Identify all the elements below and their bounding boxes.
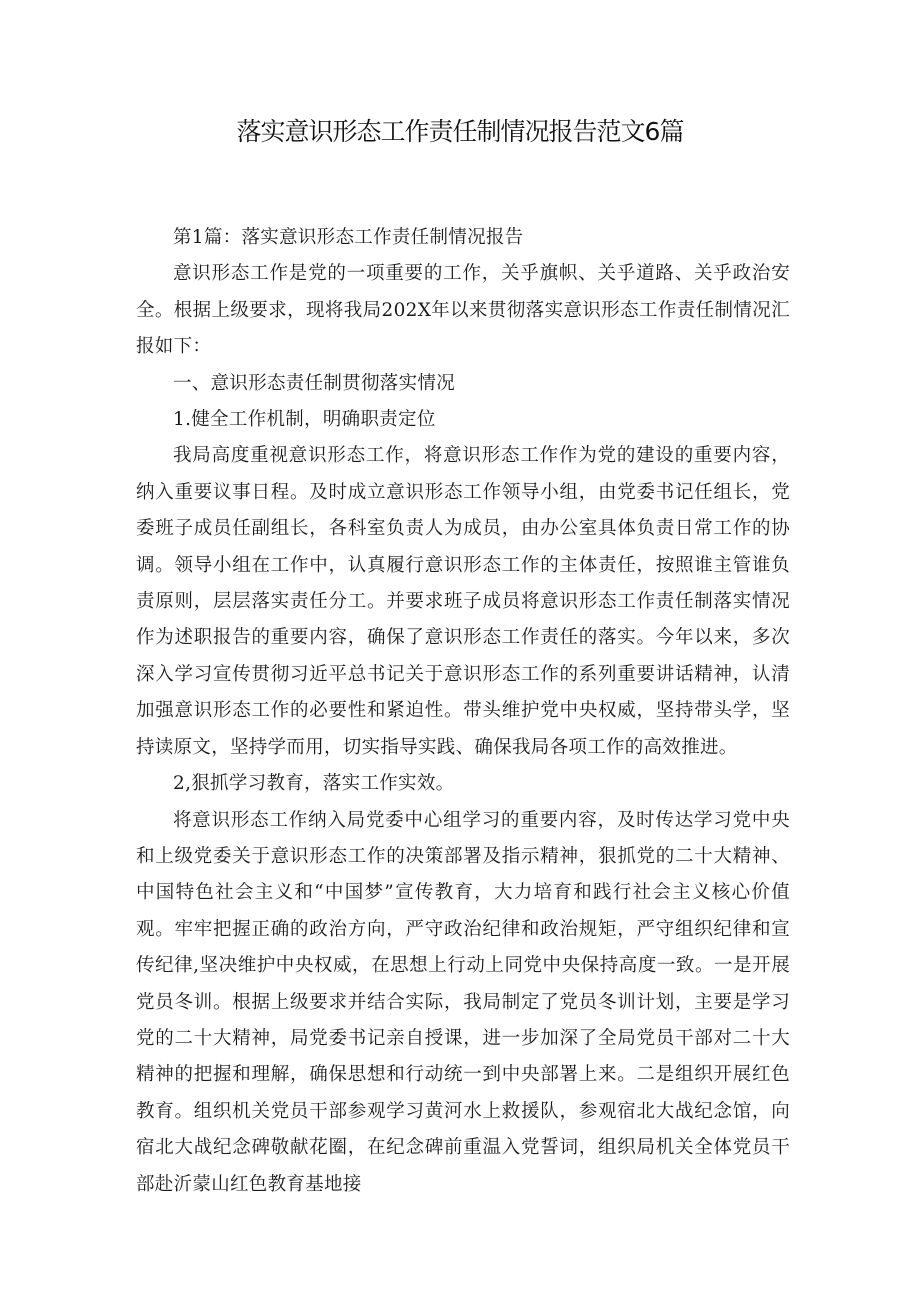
intro-paragraph: 意识形态工作是党的一项重要的工作，关乎旗帜、关乎道路、关乎政治安全。根据上级要求，现将我局202X年以来贯彻落实意识形态工作责任制情况汇报如下： <box>136 263 790 358</box>
section-heading-part-1: 一、意识形态责任制贯彻落实情况 <box>173 372 456 394</box>
document-title: 落实意识形态工作责任制情况报告范文6篇 <box>236 117 684 146</box>
document-body <box>136 220 790 1203</box>
subheading-1: 1.健全工作机制，明确职责定位 <box>173 409 436 431</box>
body-paragraph-2: 将意识形态工作纳入局党委中心组学习的重要内容，及时传达学习党中央和上级党委关于意识形态工作的决策部署及指示精神，狠抓党的二十大精神、中国特色社会主义和“中国梦”宣传教育，大力培育和践行社会主义核心价值观。牢牢把握正确的政治方向，严守政治纪律和政治规矩，严守组织纪律和宣传纪律,坚决维护中央权威，在思想上行动上同党中央保持高度一致。一是开展党员冬训。根据上级要求并结合实际，我局制定了党员冬训计划，主要是学习党的二十大精神，局党委书记亲自授课，进一步加深了全局党员干部对二十大精神的把握和理解，确保思想和行动统一到中央部署上来。二是组织开展红色教育。组织机关党员干部参观学习黄河水上救援队，参观宿北大战纪念馆，向宿北大战纪念碑敬献花圈，在纪念碑前重温入党誓词，组织局机关全体党员干部赴沂蒙山红色教育基地接 <box>136 809 790 1195</box>
body-paragraph-1: 我局高度重视意识形态工作，将意识形态工作作为党的建设的重要内容，纳入重要议事日程。及时成立意识形态工作领导小组，由党委书记任组长，党委班子成员任副组长，各科室负责人为成员，由办公室具体负责日常工作的协调。领导小组在工作中，认真履行意识形态工作的主体责任，按照谁主管谁负责原则，层层落实责任分工。并要求班子成员将意识形态工作责任制落实情况作为述职报告的重要内容，确保了意识形态工作责任的落实。今年以来，多次深入学习宣传贯彻习近平总书记关于意识形态工作的系列重要讲话精神，认清加强意识形态工作的必要性和紧迫性。带头维护党中央权威，坚持带头学，坚持读原文，坚持学而用，切实指导实践、确保我局各项工作的高效推进。 <box>136 445 790 758</box>
section-heading-article-1: 第1篇：落实意识形态工作责任制情况报告 <box>173 227 524 248</box>
subheading-2: 2,狠抓学习教育，落实工作实效。 <box>173 773 455 795</box>
